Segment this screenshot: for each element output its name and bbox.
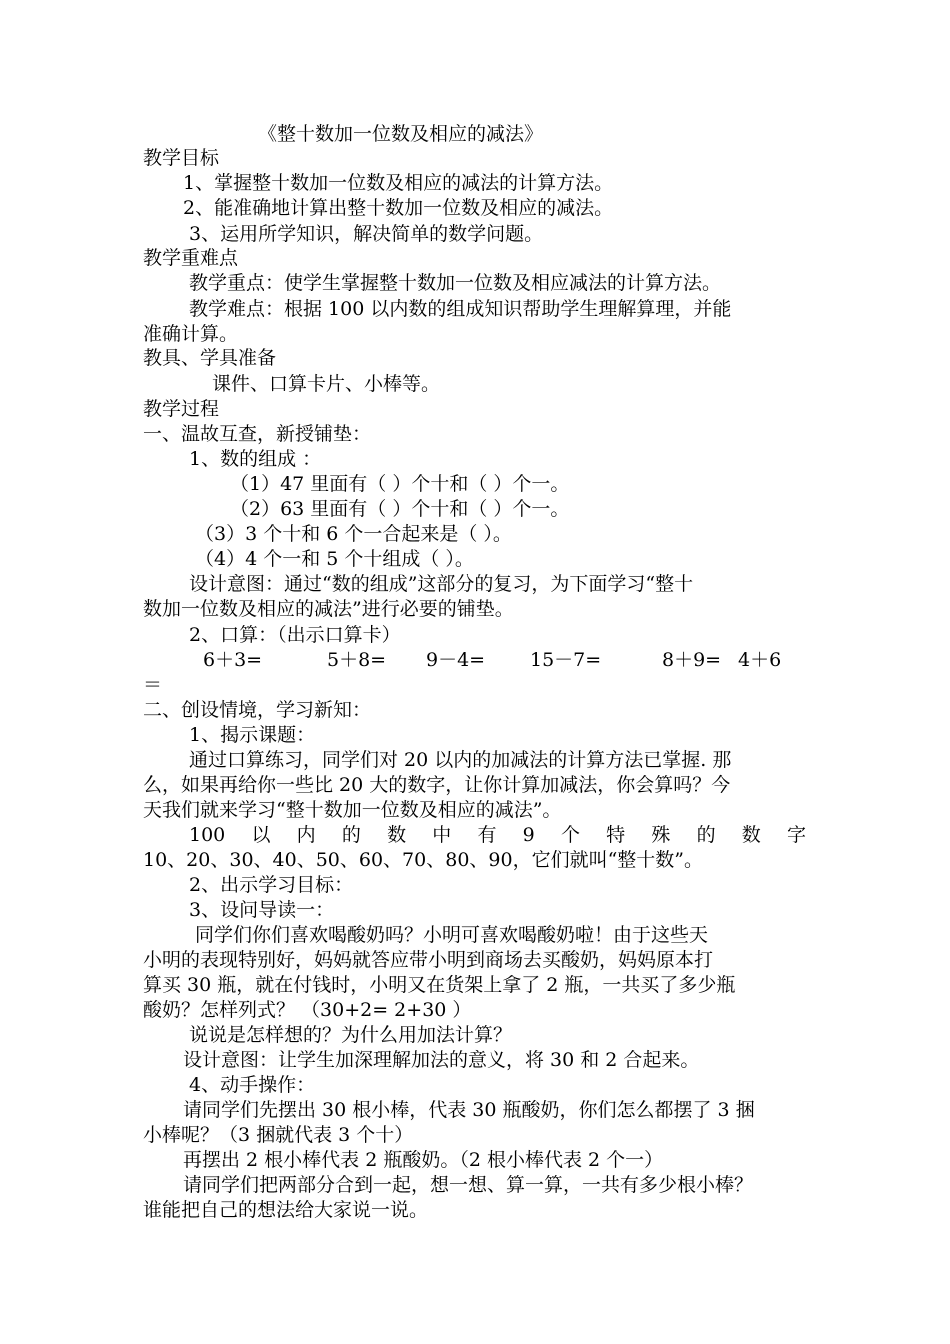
paragraph-line: 谁能把自己的想法给大家说一说。	[143, 1199, 429, 1221]
paragraph-line: 小棒呢？（3 捆就代表 3 个十）	[143, 1124, 414, 1146]
word: 100	[189, 824, 226, 846]
word: 中	[432, 824, 452, 846]
paragraph-line: 酸奶？怎样列式？ （30+2= 2+30 ）	[143, 999, 472, 1021]
mental-calc-item: 6＋3=	[203, 649, 263, 671]
paragraph-line: 算买 30 瓶，就在付钱时，小明又在货架上拿了 2 瓶，一共买了多少瓶	[143, 974, 736, 996]
question-item: （3）3 个十和 6 个一合起来是（ ）。	[195, 523, 512, 545]
word: 数	[387, 824, 407, 846]
difficult-point-cont: 准确计算。	[143, 323, 239, 345]
mental-calc-item: 15－7=	[530, 649, 602, 671]
goal-item: 1、掌握整十数加一位数及相应的减法的计算方法。	[183, 172, 614, 194]
paragraph-line: 天我们就来学习“整十数加一位数及相应的减法”。	[143, 799, 562, 821]
justified-line	[189, 823, 806, 848]
mental-calc-wrap: ＝	[143, 674, 163, 696]
paragraph-line: 再摆出 2 根小棒代表 2 瓶酸奶。（2 根小棒代表 2 个一）	[183, 1149, 664, 1171]
word: 数	[741, 824, 761, 846]
paragraph-line: 10、20、30、40、50、60、70、80、90，它们就叫“整十数”。	[143, 849, 704, 871]
design-intent: 设计意图：通过“数的组成”这部分的复习，为下面学习“整十	[189, 573, 694, 595]
question-item: （4）4 个一和 5 个十组成（ ）。	[195, 548, 474, 570]
word: 个	[560, 824, 580, 846]
word: 9	[522, 824, 535, 846]
process-step-heading: 一、温故互查，新授铺垫：	[143, 423, 372, 445]
section-heading-process: 教学过程	[143, 398, 220, 420]
word: 字	[786, 824, 806, 846]
word: 特	[606, 824, 626, 846]
mental-calc-item: 5＋8=	[327, 649, 387, 671]
section-heading-key-points: 教学重难点	[143, 247, 239, 269]
section-heading-tools: 教具、学具准备	[143, 347, 277, 369]
design-intent-cont: 数加一位数及相应的减法”进行必要的铺垫。	[143, 598, 514, 620]
sub-heading: 2、出示学习目标：	[189, 874, 354, 896]
mental-calc-item: 9－4=	[426, 649, 486, 671]
difficult-point: 教学难点：根据 100 以内数的组成知识帮助学生理解算理，并能	[189, 298, 732, 320]
design-intent: 设计意图：让学生加深理解加法的意义，将 30 和 2 合起来。	[183, 1049, 700, 1071]
goal-item: 3、运用所学知识，解决简单的数学问题。	[189, 223, 544, 245]
word: 的	[696, 824, 716, 846]
paragraph-line: 同学们你们喜欢喝酸奶吗？小明可喜欢喝酸奶啦！由于这些天	[195, 924, 709, 946]
sub-heading: 1、揭示课题：	[189, 724, 316, 746]
mental-calc-item: 4＋6	[738, 649, 782, 671]
word: 内	[296, 824, 316, 846]
paragraph-line: 请同学们把两部分合到一起，想一想、算一算，一共有多少根小棒？	[183, 1174, 754, 1196]
document-title: 《整十数加一位数及相应的减法》	[258, 123, 544, 145]
sub-heading: 4、动手操作：	[189, 1074, 316, 1096]
paragraph-line: 么，如果再给你一些比 20 大的数字，让你计算加减法，你会算吗？今	[143, 774, 731, 796]
word: 的	[341, 824, 361, 846]
process-step-heading: 二、创设情境，学习新知：	[143, 699, 372, 721]
paragraph-line: 小明的表现特别好，妈妈就答应带小明到商场去买酸奶，妈妈原本打	[143, 949, 714, 971]
sub-heading: 2、口算：（出示口算卡）	[189, 624, 401, 646]
question-item: （2）63 里面有（ ）个十和（ ）个一。	[230, 498, 570, 520]
paragraph-line: 说说是怎样想的？为什么用加法计算？	[189, 1024, 513, 1046]
key-point: 教学重点：使学生掌握整十数加一位数及相应减法的计算方法。	[189, 272, 722, 294]
sub-heading: 1、数的组成 ：	[189, 448, 322, 470]
word: 殊	[651, 824, 671, 846]
sub-heading: 3、设问导读一：	[189, 899, 335, 921]
tools-text: 课件、口算卡片、小棒等。	[212, 373, 441, 395]
word: 以	[251, 824, 271, 846]
section-heading-goals: 教学目标	[143, 147, 220, 169]
mental-calc-item: 8＋9=	[662, 649, 722, 671]
paragraph-line: 请同学们先摆出 30 根小棒，代表 30 瓶酸奶，你们怎么都摆了 3 捆	[183, 1099, 755, 1121]
question-item: （1）47 里面有（ ）个十和（ ）个一。	[230, 473, 570, 495]
word: 有	[477, 824, 497, 846]
paragraph-line: 通过口算练习，同学们对 20 以内的加减法的计算方法已掌握. 那	[189, 749, 732, 771]
goal-item: 2、能准确地计算出整十数加一位数及相应的减法。	[183, 197, 614, 219]
